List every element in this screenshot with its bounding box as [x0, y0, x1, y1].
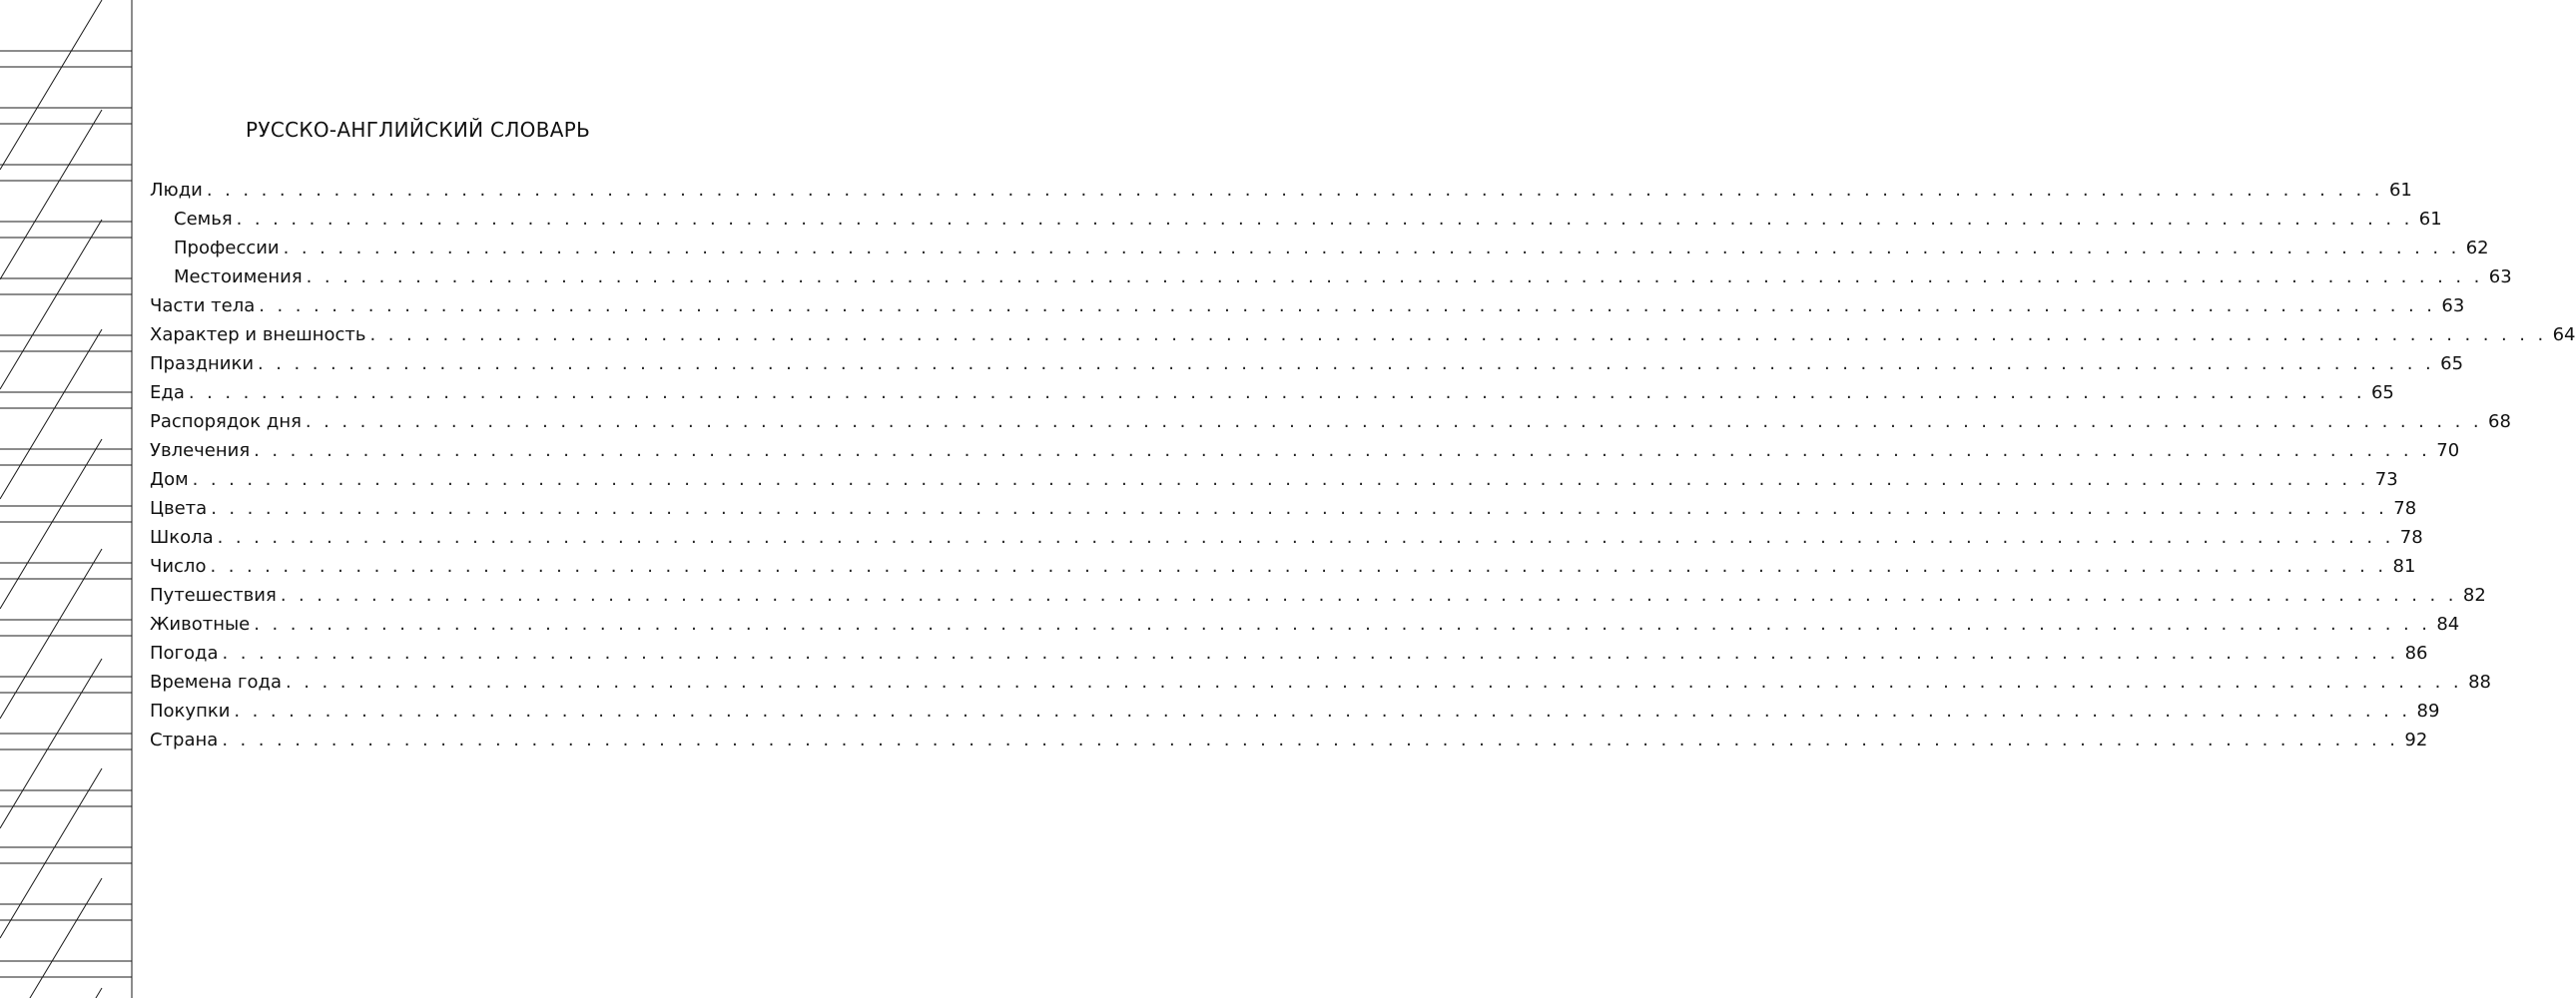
toc-entry[interactable]: [150, 378, 2394, 407]
toc-entry[interactable]: [150, 262, 2512, 291]
toc-entry[interactable]: [150, 205, 2442, 234]
dot-leader: . . . . . . . . . . . . . . . . . . . . . . . . . . . . . . . . . . . . . . . . . . . . . . . . . . . . . . . . . . . . . . . . . . . . . . . . . . . . . . . . . . . . . . . . . . . . . . . . . . . . . . . . . . . . . . . . . . . . . . . .: [258, 353, 2435, 374]
slant-line: [0, 110, 102, 279]
toc-entry-label: Дом: [150, 469, 189, 490]
dot-leader: . . . . . . . . . . . . . . . . . . . . . . . . . . . . . . . . . . . . . . . . . . . . . . . . . . . . . . . . . . . . . . . . . . . . . . . . . . . . . . . . . . . . . . . . . . . . . . . . . . . . . . . . . . . . . . . . . . . . . . . .: [306, 266, 2483, 287]
toc-entry-page-number: 82: [2462, 585, 2486, 606]
dot-leader: . . . . . . . . . . . . . . . . . . . . . . . . . . . . . . . . . . . . . . . . . . . . . . . . . . . . . . . . . . . . . . . . . . . . . . . . . . . . . . . . . . . . . . . . . . . . . . . . . . . . . . . . . . . . . . . . . . . . . . . .: [222, 643, 2399, 664]
page-title: РУССКО-АНГЛИЙСКИЙ СЛОВАРЬ: [246, 118, 591, 142]
dot-leader: . . . . . . . . . . . . . . . . . . . . . . . . . . . . . . . . . . . . . . . . . . . . . . . . . . . . . . . . . . . . . . . . . . . . . . . . . . . . . . . . . . . . . . . . . . . . . . . . . . . . . . . . . . . . . . . . . . . . . . . .: [259, 295, 2436, 316]
dot-leader: . . . . . . . . . . . . . . . . . . . . . . . . . . . . . . . . . . . . . . . . . . . . . . . . . . . . . . . . . . . . . . . . . . . . . . . . . . . . . . . . . . . . . . . . . . . . . . . . . . . . . . . . . . . . . . . . . . . . . . . .: [254, 440, 2431, 461]
toc-entry[interactable]: [150, 291, 2465, 320]
slant-line: [0, 659, 102, 828]
dot-leader: . . . . . . . . . . . . . . . . . . . . . . . . . . . . . . . . . . . . . . . . . . . . . . . . . . . . . . . . . . . . . . . . . . . . . . . . . . . . . . . . . . . . . . . . . . . . . . . . . . . . . . . . . . . . . . . . . . . . . . . .: [285, 672, 2463, 693]
toc-entry-page-number: 78: [2399, 527, 2423, 548]
toc-entry[interactable]: [150, 465, 2398, 494]
toc-entry[interactable]: [150, 639, 2428, 668]
toc-entry[interactable]: [150, 581, 2486, 610]
toc-entry-label: Цвета: [150, 498, 208, 519]
toc-entry-page-number: 65: [2440, 353, 2464, 374]
slant-line: [0, 0, 102, 170]
toc-entry-label: Число: [150, 556, 207, 577]
toc-entry[interactable]: [150, 349, 2464, 378]
dot-leader: . . . . . . . . . . . . . . . . . . . . . . . . . . . . . . . . . . . . . . . . . . . . . . . . . . . . . . . . . . . . . . . . . . . . . . . . . . . . . . . . . . . . . . . . . . . . . . . . . . . . . . . . . . . . . . . . . . . . . . . .: [192, 469, 2369, 490]
toc-entry-label: Люди: [150, 180, 203, 201]
dot-leader: . . . . . . . . . . . . . . . . . . . . . . . . . . . . . . . . . . . . . . . . . . . . . . . . . . . . . . . . . . . . . . . . . . . . . . . . . . . . . . . . . . . . . . . . . . . . . . . . . . . . . . . . . . . . . . . . . . . . . . . .: [236, 209, 2413, 230]
toc-entry-page-number: 89: [2416, 701, 2440, 722]
ruled-margin-decoration: [0, 0, 134, 998]
toc-entry[interactable]: [150, 697, 2440, 726]
toc-entry[interactable]: [150, 552, 2416, 581]
toc-entry-label: Праздники: [150, 353, 255, 374]
toc-entry-label: Распорядок дня: [150, 411, 302, 432]
toc-entry-page-number: 86: [2404, 643, 2428, 664]
toc-entry[interactable]: [150, 320, 2576, 349]
toc-entry[interactable]: [150, 234, 2489, 262]
toc-entry-page-number: 65: [2370, 382, 2394, 403]
dot-leader: . . . . . . . . . . . . . . . . . . . . . . . . . . . . . . . . . . . . . . . . . . . . . . . . . . . . . . . . . . . . . . . . . . . . . . . . . . . . . . . . . . . . . . . . . . . . . . . . . . . . . . . . . . . . . . . . . . . . . . . .: [254, 614, 2431, 635]
toc-entry-page-number: 81: [2392, 556, 2416, 577]
toc-entry[interactable]: [150, 436, 2460, 465]
toc-entry-label: Погода: [150, 643, 219, 664]
toc-entry-label: Покупки: [150, 701, 231, 722]
toc-entry[interactable]: [150, 494, 2417, 523]
toc-entry-label: Еда: [150, 382, 185, 403]
toc-entry-page-number: 68: [2488, 411, 2511, 432]
toc-entry-page-number: 64: [2552, 324, 2576, 345]
dot-leader: . . . . . . . . . . . . . . . . . . . . . . . . . . . . . . . . . . . . . . . . . . . . . . . . . . . . . . . . . . . . . . . . . . . . . . . . . . . . . . . . . . . . . . . . . . . . . . . . . . . . . . . . . . . . . . . . . . . . . . . .: [283, 238, 2460, 258]
toc-entry-page-number: 61: [2418, 209, 2442, 230]
toc-entry-label: Части тела: [150, 295, 256, 316]
toc-entry-page-number: 73: [2374, 469, 2398, 490]
toc-entry-label: Времена года: [150, 672, 282, 693]
slant-line: [0, 220, 102, 389]
toc-entry-page-number: 63: [2441, 295, 2465, 316]
toc-entry-page-number: 70: [2436, 440, 2460, 461]
toc-entry[interactable]: [150, 610, 2460, 639]
dot-leader: . . . . . . . . . . . . . . . . . . . . . . . . . . . . . . . . . . . . . . . . . . . . . . . . . . . . . . . . . . . . . . . . . . . . . . . . . . . . . . . . . . . . . . . . . . . . . . . . . . . . . . . . . . . . . . . . . . . . . . . .: [188, 382, 2365, 403]
dot-leader: . . . . . . . . . . . . . . . . . . . . . . . . . . . . . . . . . . . . . . . . . . . . . . . . . . . . . . . . . . . . . . . . . . . . . . . . . . . . . . . . . . . . . . . . . . . . . . . . . . . . . . . . . . . . . . . . . . . . . . . .: [369, 324, 2547, 345]
dot-leader: . . . . . . . . . . . . . . . . . . . . . . . . . . . . . . . . . . . . . . . . . . . . . . . . . . . . . . . . . . . . . . . . . . . . . . . . . . . . . . . . . . . . . . . . . . . . . . . . . . . . . . . . . . . . . . . . . . . . . . . .: [280, 585, 2457, 606]
toc-entry-label: Страна: [150, 730, 219, 750]
dot-leader: . . . . . . . . . . . . . . . . . . . . . . . . . . . . . . . . . . . . . . . . . . . . . . . . . . . . . . . . . . . . . . . . . . . . . . . . . . . . . . . . . . . . . . . . . . . . . . . . . . . . . . . . . . . . . . . . . . . . . . . .: [217, 527, 2394, 548]
toc-entry-label: Семья: [174, 209, 233, 230]
toc-entry-page-number: 92: [2404, 730, 2428, 750]
dot-leader: . . . . . . . . . . . . . . . . . . . . . . . . . . . . . . . . . . . . . . . . . . . . . . . . . . . . . . . . . . . . . . . . . . . . . . . . . . . . . . . . . . . . . . . . . . . . . . . . . . . . . . . . . . . . . . . . . . . . . . . .: [211, 498, 2388, 519]
toc-entry-page-number: 88: [2468, 672, 2491, 693]
toc-entry-page-number: 84: [2436, 614, 2460, 635]
toc-entry-page-number: 62: [2465, 238, 2489, 258]
toc-entry-page-number: 61: [2388, 180, 2412, 201]
toc-entry-page-number: 63: [2488, 266, 2512, 287]
toc-entry[interactable]: [150, 407, 2511, 436]
toc-entry-page-number: 78: [2393, 498, 2417, 519]
dot-leader: . . . . . . . . . . . . . . . . . . . . . . . . . . . . . . . . . . . . . . . . . . . . . . . . . . . . . . . . . . . . . . . . . . . . . . . . . . . . . . . . . . . . . . . . . . . . . . . . . . . . . . . . . . . . . . . . . . . . . . . .: [206, 180, 2383, 201]
toc-entry[interactable]: [150, 176, 2412, 205]
toc-entry-label: Профессии: [174, 238, 280, 258]
table-of-contents: [150, 176, 2576, 754]
toc-entry[interactable]: [150, 726, 2428, 754]
dot-leader: . . . . . . . . . . . . . . . . . . . . . . . . . . . . . . . . . . . . . . . . . . . . . . . . . . . . . . . . . . . . . . . . . . . . . . . . . . . . . . . . . . . . . . . . . . . . . . . . . . . . . . . . . . . . . . . . . . . . . . . .: [210, 556, 2387, 577]
slant-line: [0, 988, 102, 998]
toc-entry-label: Местоимения: [174, 266, 303, 287]
slant-line: [0, 878, 102, 998]
dot-leader: . . . . . . . . . . . . . . . . . . . . . . . . . . . . . . . . . . . . . . . . . . . . . . . . . . . . . . . . . . . . . . . . . . . . . . . . . . . . . . . . . . . . . . . . . . . . . . . . . . . . . . . . . . . . . . . . . . . . . . . .: [222, 730, 2399, 750]
toc-entry-label: Увлечения: [150, 440, 251, 461]
toc-entry-label: Школа: [150, 527, 214, 548]
toc-entry-label: Путешествия: [150, 585, 277, 606]
slant-line: [0, 768, 102, 938]
toc-entry-label: Животные: [150, 614, 251, 635]
dot-leader: . . . . . . . . . . . . . . . . . . . . . . . . . . . . . . . . . . . . . . . . . . . . . . . . . . . . . . . . . . . . . . . . . . . . . . . . . . . . . . . . . . . . . . . . . . . . . . . . . . . . . . . . . . . . . . . . . . . . . . . .: [305, 411, 2483, 432]
toc-entry-label: Характер и внешность: [150, 324, 366, 345]
dot-leader: . . . . . . . . . . . . . . . . . . . . . . . . . . . . . . . . . . . . . . . . . . . . . . . . . . . . . . . . . . . . . . . . . . . . . . . . . . . . . . . . . . . . . . . . . . . . . . . . . . . . . . . . . . . . . . . . . . . . . . . .: [234, 701, 2411, 722]
toc-entry[interactable]: [150, 668, 2491, 697]
toc-entry[interactable]: [150, 523, 2423, 552]
slant-line: [0, 329, 102, 499]
